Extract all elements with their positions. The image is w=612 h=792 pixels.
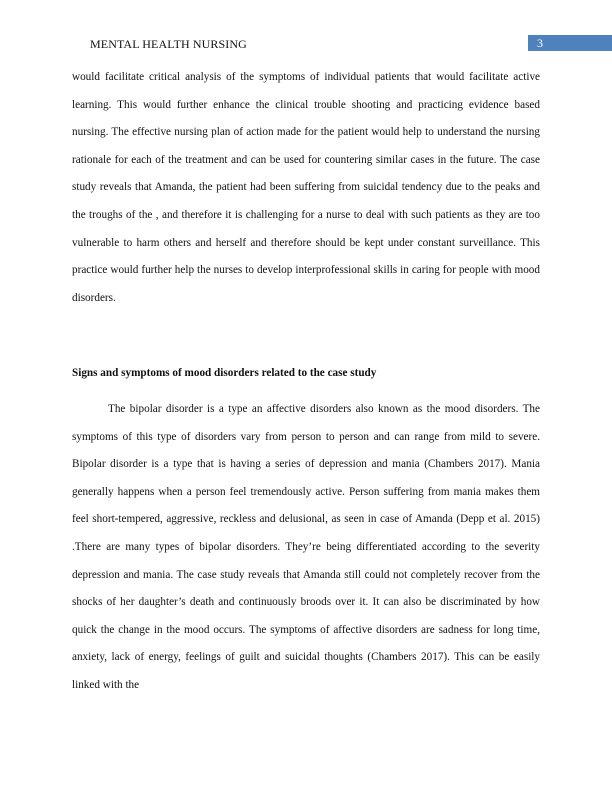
section-heading: Signs and symptoms of mood disorders related to the case study [72, 367, 377, 379]
running-head: MENTAL HEALTH NURSING [90, 37, 247, 51]
body-paragraph-2: The bipolar disorder is a type an affective disorders also known as the mood disorders. The symptoms of this type of disorders vary from person to person and can range from mild to severe. Bipolar disorder is a type that is having a series of depression and mania (Chambers 2017). Mania generally happens when a person feel tremendously active. Person suffering from mania makes them feel short-tempered, aggressive, reckless and delusional, as seen in case of Amanda (Depp et al. 2015) .There are many types of bipolar disorders. They’re being differentiated according to the severity depression and mania. The case study reveals that Amanda still could not completely recover from the shocks of her daughter’s death and continuously broods over it. It can also be discriminated by how quick the change in the mood occurs. The symptoms of affective disorders are sadness for long time, anxiety, lack of energy, feelings of guilt and suicidal thoughts (Chambers 2017). This can be easily linked with the [72, 403, 540, 691]
body-paragraph-1: would facilitate critical analysis of the symptoms of individual patients that would facilitate active learning. This would further enhance the clinical trouble shooting and practicing evidence based nursing. The effective nursing plan of action made for the patient would help to understand the nursing rationale for each of the treatment and can be used for countering similar cases in the future. The case study reveals that Amanda, the patient had been suffering from suicidal tendency due to the peaks and the troughs of the , and therefore it is challenging for a nurse to deal with such patients as they are too vulnerable to harm others and herself and therefore should be kept under constant surveillance. This practice would further help the nurses to develop interprofessional skills in caring for people with mood disorders. [72, 71, 540, 304]
page-number-box [528, 35, 612, 51]
page-number: 3 [537, 36, 543, 50]
